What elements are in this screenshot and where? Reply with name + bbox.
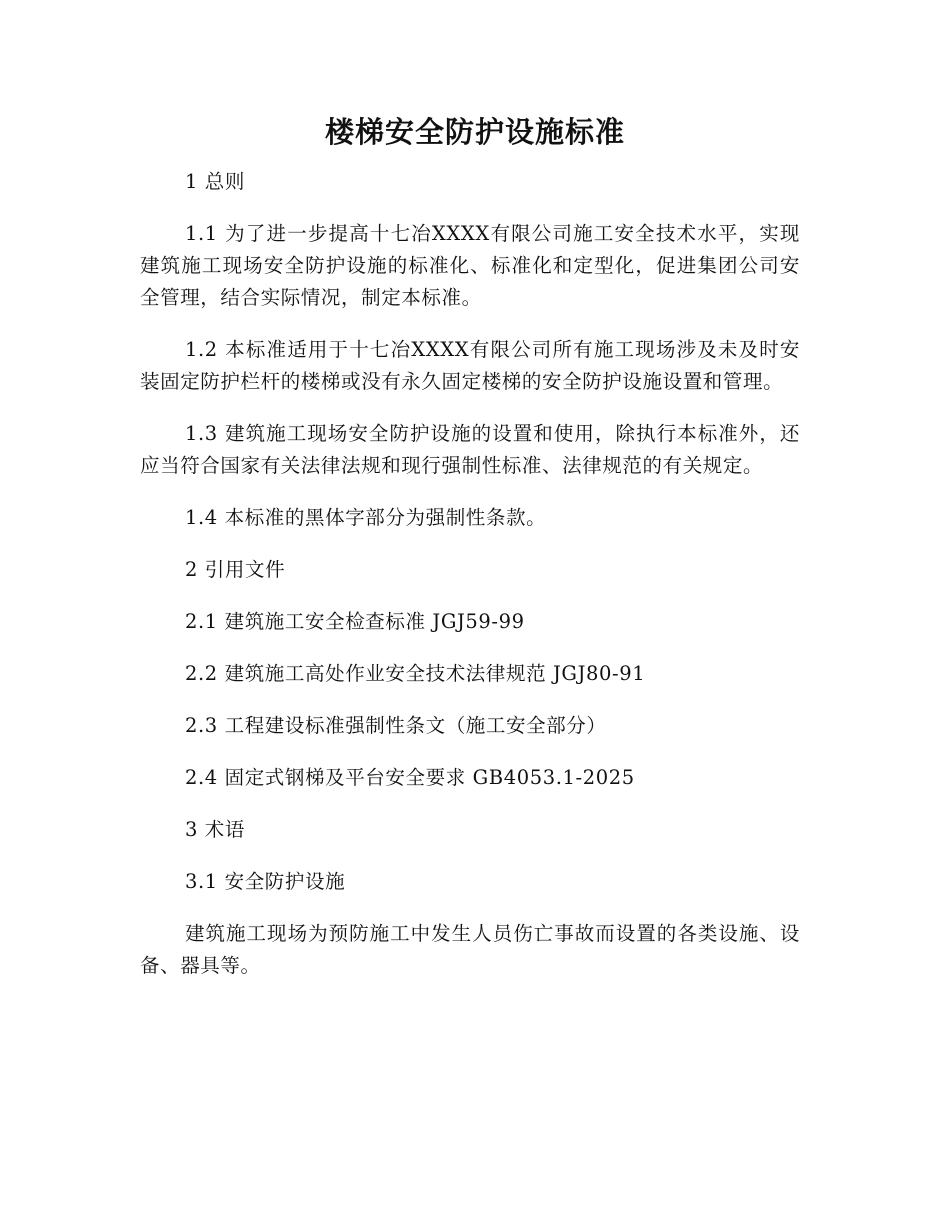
reference-2-1: 2.1 建筑施工安全检查标准 JGJ59-99 [185,610,525,633]
term-3-1: 3.1 安全防护设施 [185,870,346,893]
reference-2-2: 2.2 建筑施工高处作业安全技术法律规范 JGJ80-91 [185,662,646,685]
clause-1-3: 1.3 建筑施工现场安全防护设施的设置和使用，除执行本标准外，还应当符合国家有关法律法规和现行强制性标准、法律规范的有关规定。 [140,422,800,477]
term-3-1-definition: 建筑施工现场为预防施工中发生人员伤亡事故而设置的各类设施、设备、器具等。 [140,922,800,977]
reference-2-4: 2.4 固定式钢梯及平台安全要求 GB4053.1-2025 [185,766,635,789]
document-title: 楼梯安全防护设施标准 [324,115,625,149]
section-heading-general: 1 总则 [185,170,246,193]
reference-2-3: 2.3 工程建设标准强制性条文（施工安全部分） [185,714,607,737]
clause-1-2: 1.2 本标准适用于十七冶XXXX有限公司所有施工现场涉及未及时安装固定防护栏杆的楼梯或没有永久固定楼梯的安全防护设施设置和管理。 [140,338,800,393]
clause-1-1: 1.1 为了进一步提高十七冶XXXX有限公司施工安全技术水平，实现建筑施工现场安全防护设施的标准化、标准化和定型化，促进集团公司安全管理，结合实际情况，制定本标准。 [140,222,800,309]
section-heading-terms: 3 术语 [185,818,246,841]
document-body [140,166,800,1002]
clause-1-4: 1.4 本标准的黑体字部分为强制性条款。 [185,506,547,529]
section-heading-references: 2 引用文件 [185,558,286,581]
